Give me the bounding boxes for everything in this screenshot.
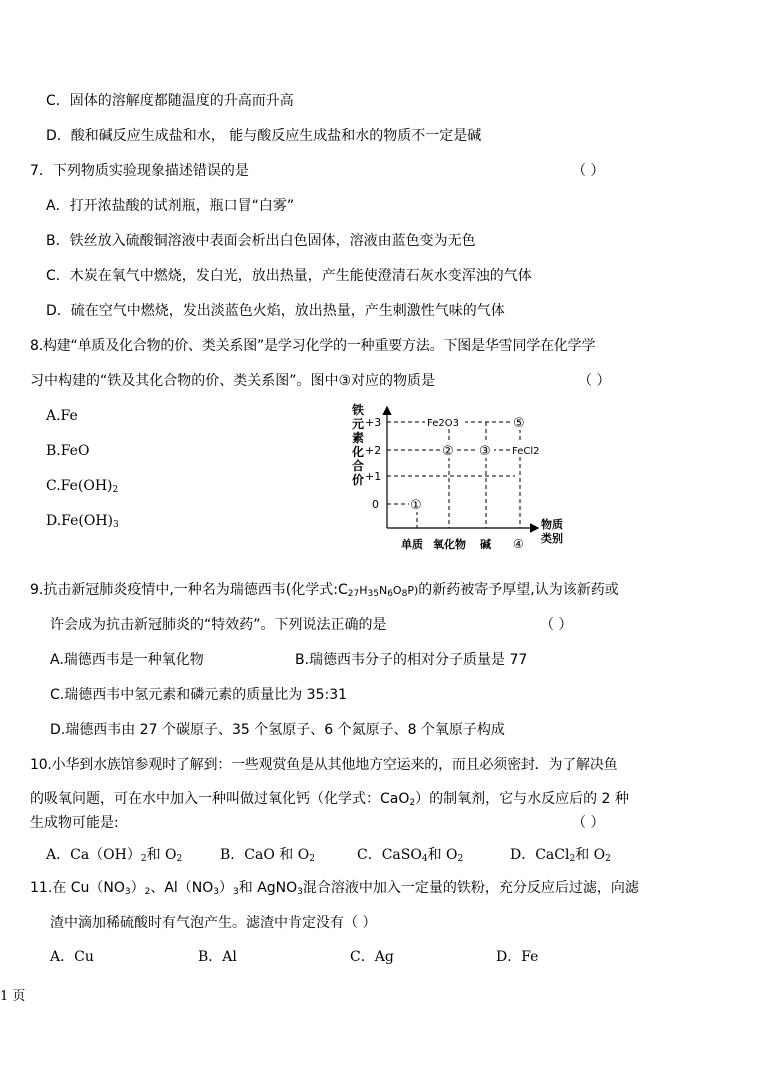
q8-option-b: B.FeO: [46, 443, 90, 459]
svg-text:+2: +2: [365, 444, 382, 457]
q8-answer-paren: （ ）: [578, 373, 611, 389]
q9-stem-line1: 9.抗击新冠肺炎疫情中,一种名为瑞德西韦(化学式$:C_{27}H_{35}N_6O_8P$)的新药被寄予厚望,认为该新药或: [30, 582, 619, 599]
q9-option-b: B.瑞德西韦分子的相对分子质量是 77: [295, 652, 528, 668]
page-number: 1 页: [0, 989, 26, 1004]
q10-answer-paren: （ ）: [572, 815, 605, 831]
q11-option-b: B．Al: [198, 949, 237, 965]
x-axis-label-line2: 类别: [541, 532, 563, 545]
point-2: ②: [442, 444, 454, 459]
q6-option-c: C．固体的溶解度都随温度的升高而升高: [46, 93, 294, 109]
q10-option-b: B．CaO 和 $O_2$: [220, 847, 315, 864]
svg-text:+1: +1: [365, 470, 382, 483]
x-axis-label-line1: 物质: [541, 518, 563, 531]
x-category-labels: [401, 537, 524, 551]
q11-stem-line1: 11.在 $Cu(NO_3)_2$、$Al(NO_3)_3$和 AgNO$_3$混合溶液中加入一定量的铁粉，充分反应后过滤，向滤: [30, 880, 639, 897]
q11-stem-line2: 渣中滴加稀硫酸时有气泡产生。滤渣中肯定没有（ ）: [50, 915, 377, 931]
svg-text:化: 化: [352, 445, 365, 459]
point-5: ⑤: [513, 416, 525, 431]
q9-stem-line2: 许会成为抗击新冠肺炎的“特效药”。下列说法正确的是: [50, 617, 387, 633]
q7-option-c: C．木炭在氧气中燃烧，发白光，放出热量，产生能使澄清石灰水变浑浊的气体: [46, 268, 532, 284]
q8-stem-line1: 8.构建“单质及化合物的价、类关系图”是学习化学的一种重要方法。下图是华雪同学在化学学: [30, 338, 596, 354]
svg-text:0: 0: [372, 498, 379, 511]
svg-text:元: 元: [352, 417, 365, 431]
q10-option-d: D．CaCl$_2$和 $O_2$: [510, 847, 611, 864]
q11-option-a: A．Cu: [50, 949, 94, 965]
svg-text:素: 素: [352, 431, 365, 445]
q7-answer-paren: （ ）: [572, 163, 605, 179]
point-3: ③: [479, 444, 491, 459]
valence-class-diagram: [345, 400, 575, 552]
q10-option-a: A．$Ca(OH)_2$和 $O_2$: [46, 847, 183, 864]
svg-text:④: ④: [513, 537, 524, 551]
q9-option-d: D.瑞德西韦由 27 个碳原子、35 个氢原子、6 个氮原子、8 个氧原子构成: [50, 722, 505, 738]
dashed-guides: [387, 422, 520, 528]
svg-text:合: 合: [352, 459, 365, 473]
q9-option-c: C.瑞德西韦中氢元素和磷元素的质量比为 35:31: [50, 687, 348, 703]
svg-text:价: 价: [352, 473, 365, 487]
q6-option-d: D．酸和碱反应生成盐和水， 能与酸反应生成盐和水的物质不一定是碱: [46, 128, 482, 144]
q7-option-d: D．硫在空气中燃烧，发出淡蓝色火焰，放出热量，产生刺激性气味的气体: [46, 303, 505, 319]
q7-stem: 7．下列物质实验现象描述错误的是: [30, 163, 249, 179]
q11-option-d: D．Fe: [496, 949, 539, 965]
q8-stem-line2: 习中构建的“铁及其化合物的价、类关系图”。图中③对应的物质是: [30, 373, 436, 389]
q10-option-c: C．CaSO$_4$和 $O_2$: [357, 847, 464, 864]
y-axis-label: [351, 402, 364, 487]
y-tick-labels: [365, 416, 381, 511]
point-1: ①: [410, 498, 422, 513]
q9-answer-paren: （ ）: [540, 617, 573, 633]
point-fe2o3: Fe2O3: [427, 418, 459, 429]
q10-stem-line2: 的吸氧问题，可在水中加入一种叫做过氧化钙（化学式：CaO$_2$）的制氧剂，它与水反应后的 2 种: [30, 791, 629, 808]
q10-stem-line1: 10.小华到水族馆参观时了解到：一些观赏鱼是从其他地方空运来的，而且必须密封．为了解决鱼: [30, 757, 618, 773]
q8-option-a: A.Fe: [46, 408, 78, 424]
q8-option-c: $C.Fe(OH)_2$: [46, 478, 119, 495]
q9-option-a: A.瑞德西韦是一种氧化物: [50, 652, 204, 668]
svg-text:铁: 铁: [352, 403, 365, 417]
q8-option-d: $D.Fe(OH)_3$: [46, 513, 119, 530]
svg-text:氧化物: 氧化物: [433, 538, 466, 551]
q7-option-b: B．铁丝放入硫酸铜溶液中表面会析出白色固体，溶液由蓝色变为无色: [46, 233, 476, 249]
q10-stem-line3: 生成物可能是:: [30, 815, 119, 831]
q7-option-a: A．打开浓盐酸的试剂瓶，瓶口冒“白雾”: [46, 198, 295, 214]
q11-option-c: C．Ag: [350, 949, 394, 965]
svg-text:+3: +3: [365, 416, 382, 429]
svg-text:单质: 单质: [401, 538, 423, 551]
svg-text:碱: 碱: [480, 538, 491, 551]
point-fecl2: FeCl2: [512, 446, 540, 457]
